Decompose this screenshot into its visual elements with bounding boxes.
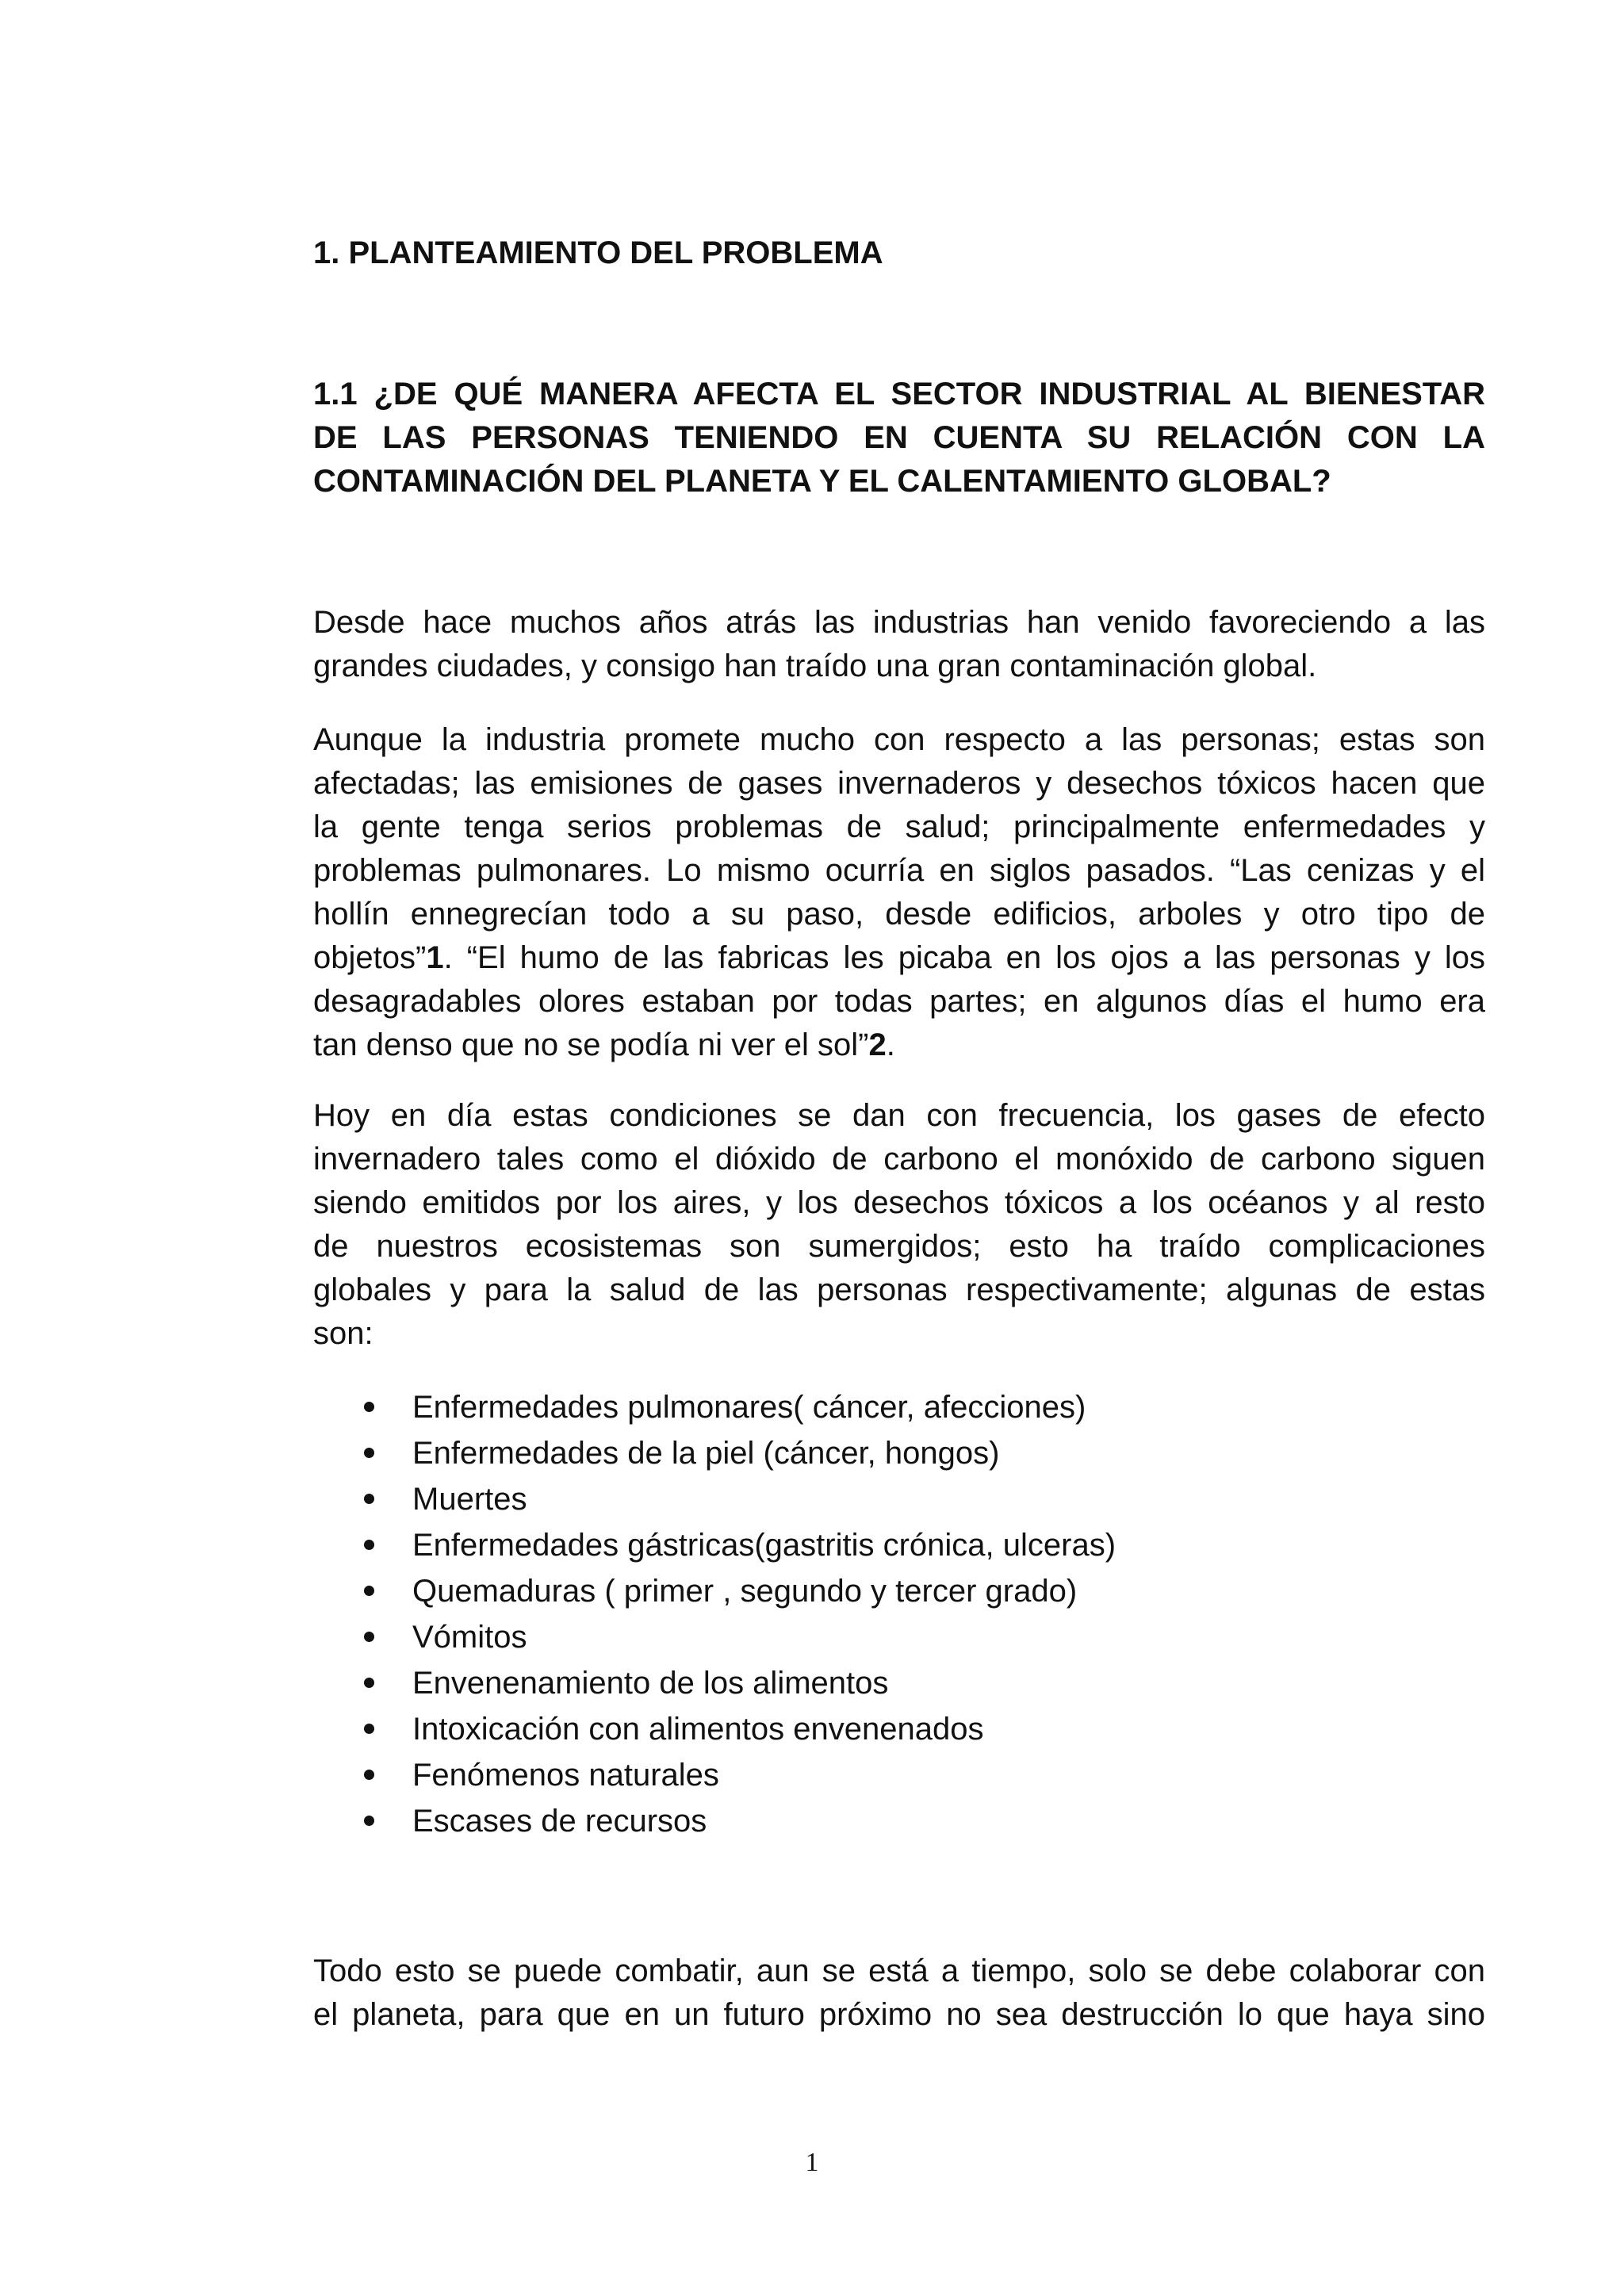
bullet-icon [364, 1724, 374, 1734]
subsection-heading-line: 1.1 ¿DE QUÉ MANERA AFECTA EL SECTOR INDUSTRIAL AL BIENESTAR [313, 377, 1485, 411]
text-line: la gente tenga serios problemas de salud; principalmente enfermedades y [313, 809, 1485, 844]
text-line: afectadas; las emisiones de gases invernaderos y desechos tóxicos hacen que [313, 766, 1485, 801]
subsection-heading-line: DE LAS PERSONAS TENIENDO EN CUENTA SU RELACIÓN CON LA [313, 420, 1485, 455]
list-item [313, 1430, 1485, 1476]
list-item [313, 1798, 1485, 1844]
list-item-text: Muertes [412, 1482, 527, 1517]
text-line: Hoy en día estas condiciones se dan con frecuencia, los gases de efecto [313, 1098, 1485, 1133]
footnote-reference-2: 2 [868, 1027, 887, 1062]
text-segment: tan denso que no se podía ni ver el sol” [313, 1027, 869, 1062]
bullet-icon [364, 1448, 374, 1458]
text-line [313, 1024, 1485, 1067]
list-item [313, 1660, 1485, 1706]
paragraph-industry-effects [313, 718, 1485, 1067]
list-item-text: Enfermedades de la piel (cáncer, hongos) [412, 1436, 1000, 1471]
bullet-icon [364, 1770, 374, 1780]
footnote-reference-1: 1 [426, 940, 444, 975]
bullet-icon [364, 1494, 374, 1504]
text-segment: . [886, 1027, 895, 1062]
text-segment: objetos” [313, 940, 427, 975]
bullet-icon [364, 1540, 374, 1550]
text-line: grandes ciudades, y consigo han traído una gran contaminación global. [313, 649, 1317, 683]
list-item-text: Enfermedades gástricas(gastritis crónica, ulceras) [412, 1528, 1116, 1563]
text-line: desagradables olores estaban por todas partes; en algunos días el humo era [313, 984, 1485, 1019]
list-item-text: Enfermedades pulmonares( cáncer, afecciones) [412, 1390, 1086, 1425]
list-item-text: Intoxicación con alimentos envenenados [412, 1712, 984, 1747]
section-heading: 1. PLANTEAMIENTO DEL PROBLEMA [313, 235, 883, 270]
list-item-text: Vómitos [412, 1620, 527, 1655]
bullet-icon [364, 1632, 374, 1642]
bullet-icon [364, 1678, 374, 1688]
text-line [313, 936, 1485, 980]
subsection-heading-line: CONTAMINACIÓN DEL PLANETA Y EL CALENTAMIENTO GLOBAL? [313, 464, 1331, 499]
subsection-heading [313, 373, 1485, 503]
list-item [313, 1614, 1485, 1660]
text-line: Desde hace muchos años atrás las industrias han venido favoreciendo a las [313, 605, 1485, 640]
text-line: hollín ennegrecían todo a su paso, desde edificios, arboles y otro tipo de [313, 897, 1485, 932]
text-line: invernadero tales como el dióxido de carbono el monóxido de carbono siguen [313, 1142, 1485, 1177]
list-item-text: Escases de recursos [412, 1804, 707, 1839]
text-line: globales y para la salud de las personas respectivamente; algunas de estas [313, 1272, 1485, 1307]
list-item [313, 1522, 1485, 1568]
bullet-icon [364, 1402, 374, 1412]
page-number: 1 [805, 2148, 819, 2177]
list-item [313, 1706, 1485, 1752]
list-item [313, 1568, 1485, 1614]
paragraph-conclusion [313, 1950, 1485, 2037]
bullet-icon [364, 1816, 374, 1826]
text-line: son: [313, 1316, 373, 1351]
text-segment: . “El humo de las fabricas les picaba en los ojos a las personas y los [443, 940, 1485, 975]
health-effects-list [313, 1384, 1485, 1844]
paragraph-current-conditions [313, 1094, 1485, 1356]
text-line: problemas pulmonares. Lo mismo ocurría en siglos pasados. “Las cenizas y el [313, 853, 1485, 888]
text-line: de nuestros ecosistemas son sumergidos; esto ha traído complicaciones [313, 1229, 1485, 1264]
text-line: Aunque la industria promete mucho con respecto a las personas; estas son [313, 722, 1485, 757]
paragraph-intro [313, 601, 1485, 688]
list-item-text: Fenómenos naturales [412, 1758, 719, 1793]
text-line: siendo emitidos por los aires, y los desechos tóxicos a los océanos y al resto [313, 1185, 1485, 1220]
text-line: el planeta, para que en un futuro próximo no sea destrucción lo que haya sino [313, 1997, 1485, 2032]
list-item [313, 1384, 1485, 1430]
list-item-text: Quemaduras ( primer , segundo y tercer grado) [412, 1574, 1078, 1609]
text-line: Todo esto se puede combatir, aun se está a tiempo, solo se debe colaborar con [313, 1954, 1485, 1988]
list-item [313, 1752, 1485, 1798]
list-item-text: Envenenamiento de los alimentos [412, 1666, 889, 1701]
bullet-icon [364, 1586, 374, 1596]
list-item [313, 1476, 1485, 1522]
